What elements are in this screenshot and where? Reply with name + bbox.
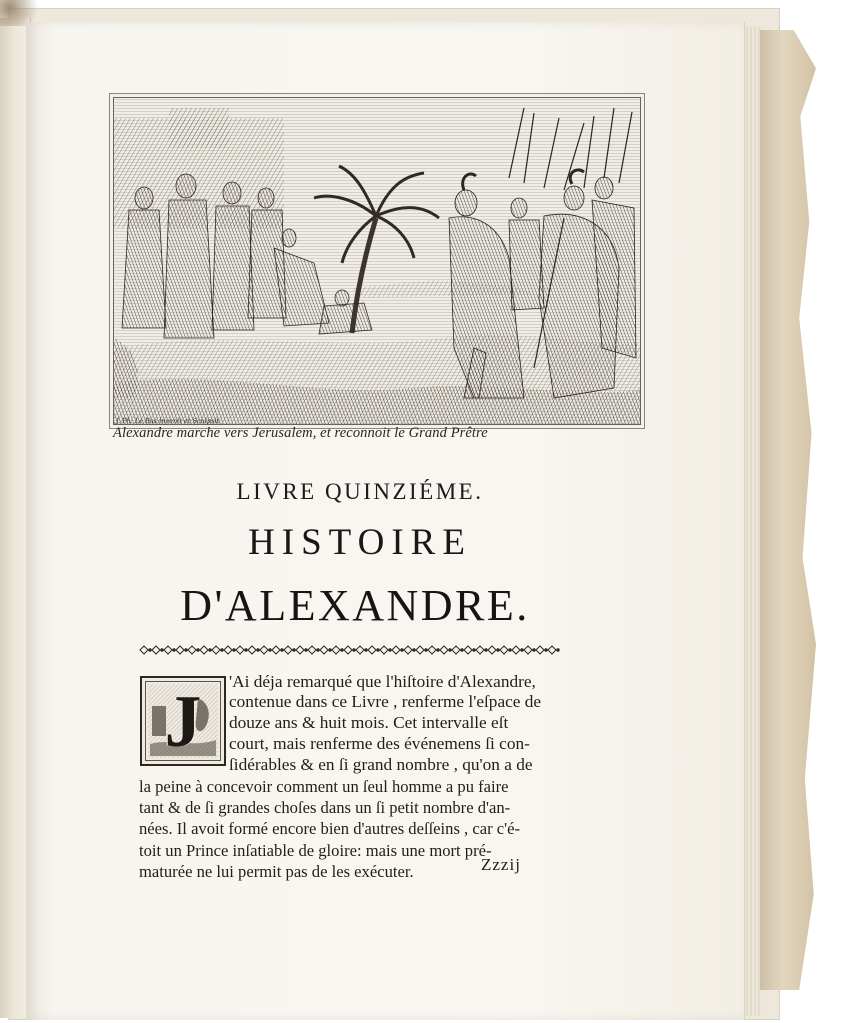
text-line: contenue dans ce Livre , renferme l'eſpace de <box>229 692 542 711</box>
engraving-caption: Alexandre marche vers Jerusalem, et reconnoit le Grand Prêtre <box>113 425 488 441</box>
worn-cover-edge <box>760 30 816 990</box>
text-line: maturée ne lui permit pas de les exécuter. <box>139 862 414 881</box>
text-line: la peine à concevoir comment un ſeul homme a pu faire <box>139 777 509 796</box>
engraving-illustration-icon <box>114 98 640 424</box>
engraver-signature: J. Ph. Le Bas invenit et Sculpsit. <box>116 417 222 425</box>
signature-mark: Zzzij <box>481 855 521 874</box>
text-line: 'Ai déja remarqué que l'hiſtoire d'Alexandre, <box>229 672 536 691</box>
ornamental-initial <box>140 676 226 766</box>
text-line: toit un Prince inſatiable de gloire: mais une mort pré- <box>139 841 492 860</box>
initial-letter: J <box>164 681 202 763</box>
text-line: court, mais renferme des événemens ſi con- <box>229 734 530 753</box>
text-line: tant & de ſi grandes choſes dans un ſi petit nombre d'an- <box>139 798 511 817</box>
ornamental-rule-icon <box>136 643 560 657</box>
page-edges <box>744 26 762 1016</box>
book-number-heading: LIVRE QUINZIÉME. <box>236 479 484 504</box>
text-line: ſidérables & en ſi grand nombre , qu'on a de <box>229 755 533 774</box>
text-line: douze ans & huit mois. Cet intervalle eſt <box>229 713 509 732</box>
engraving-plate <box>113 97 641 425</box>
history-heading: HISTOIRE <box>248 522 472 563</box>
subject-heading: D'ALEXANDRE. <box>180 581 530 630</box>
text-line: nées. Il avoit formé encore bien d'autres deſſeins , car c'é- <box>139 819 521 838</box>
